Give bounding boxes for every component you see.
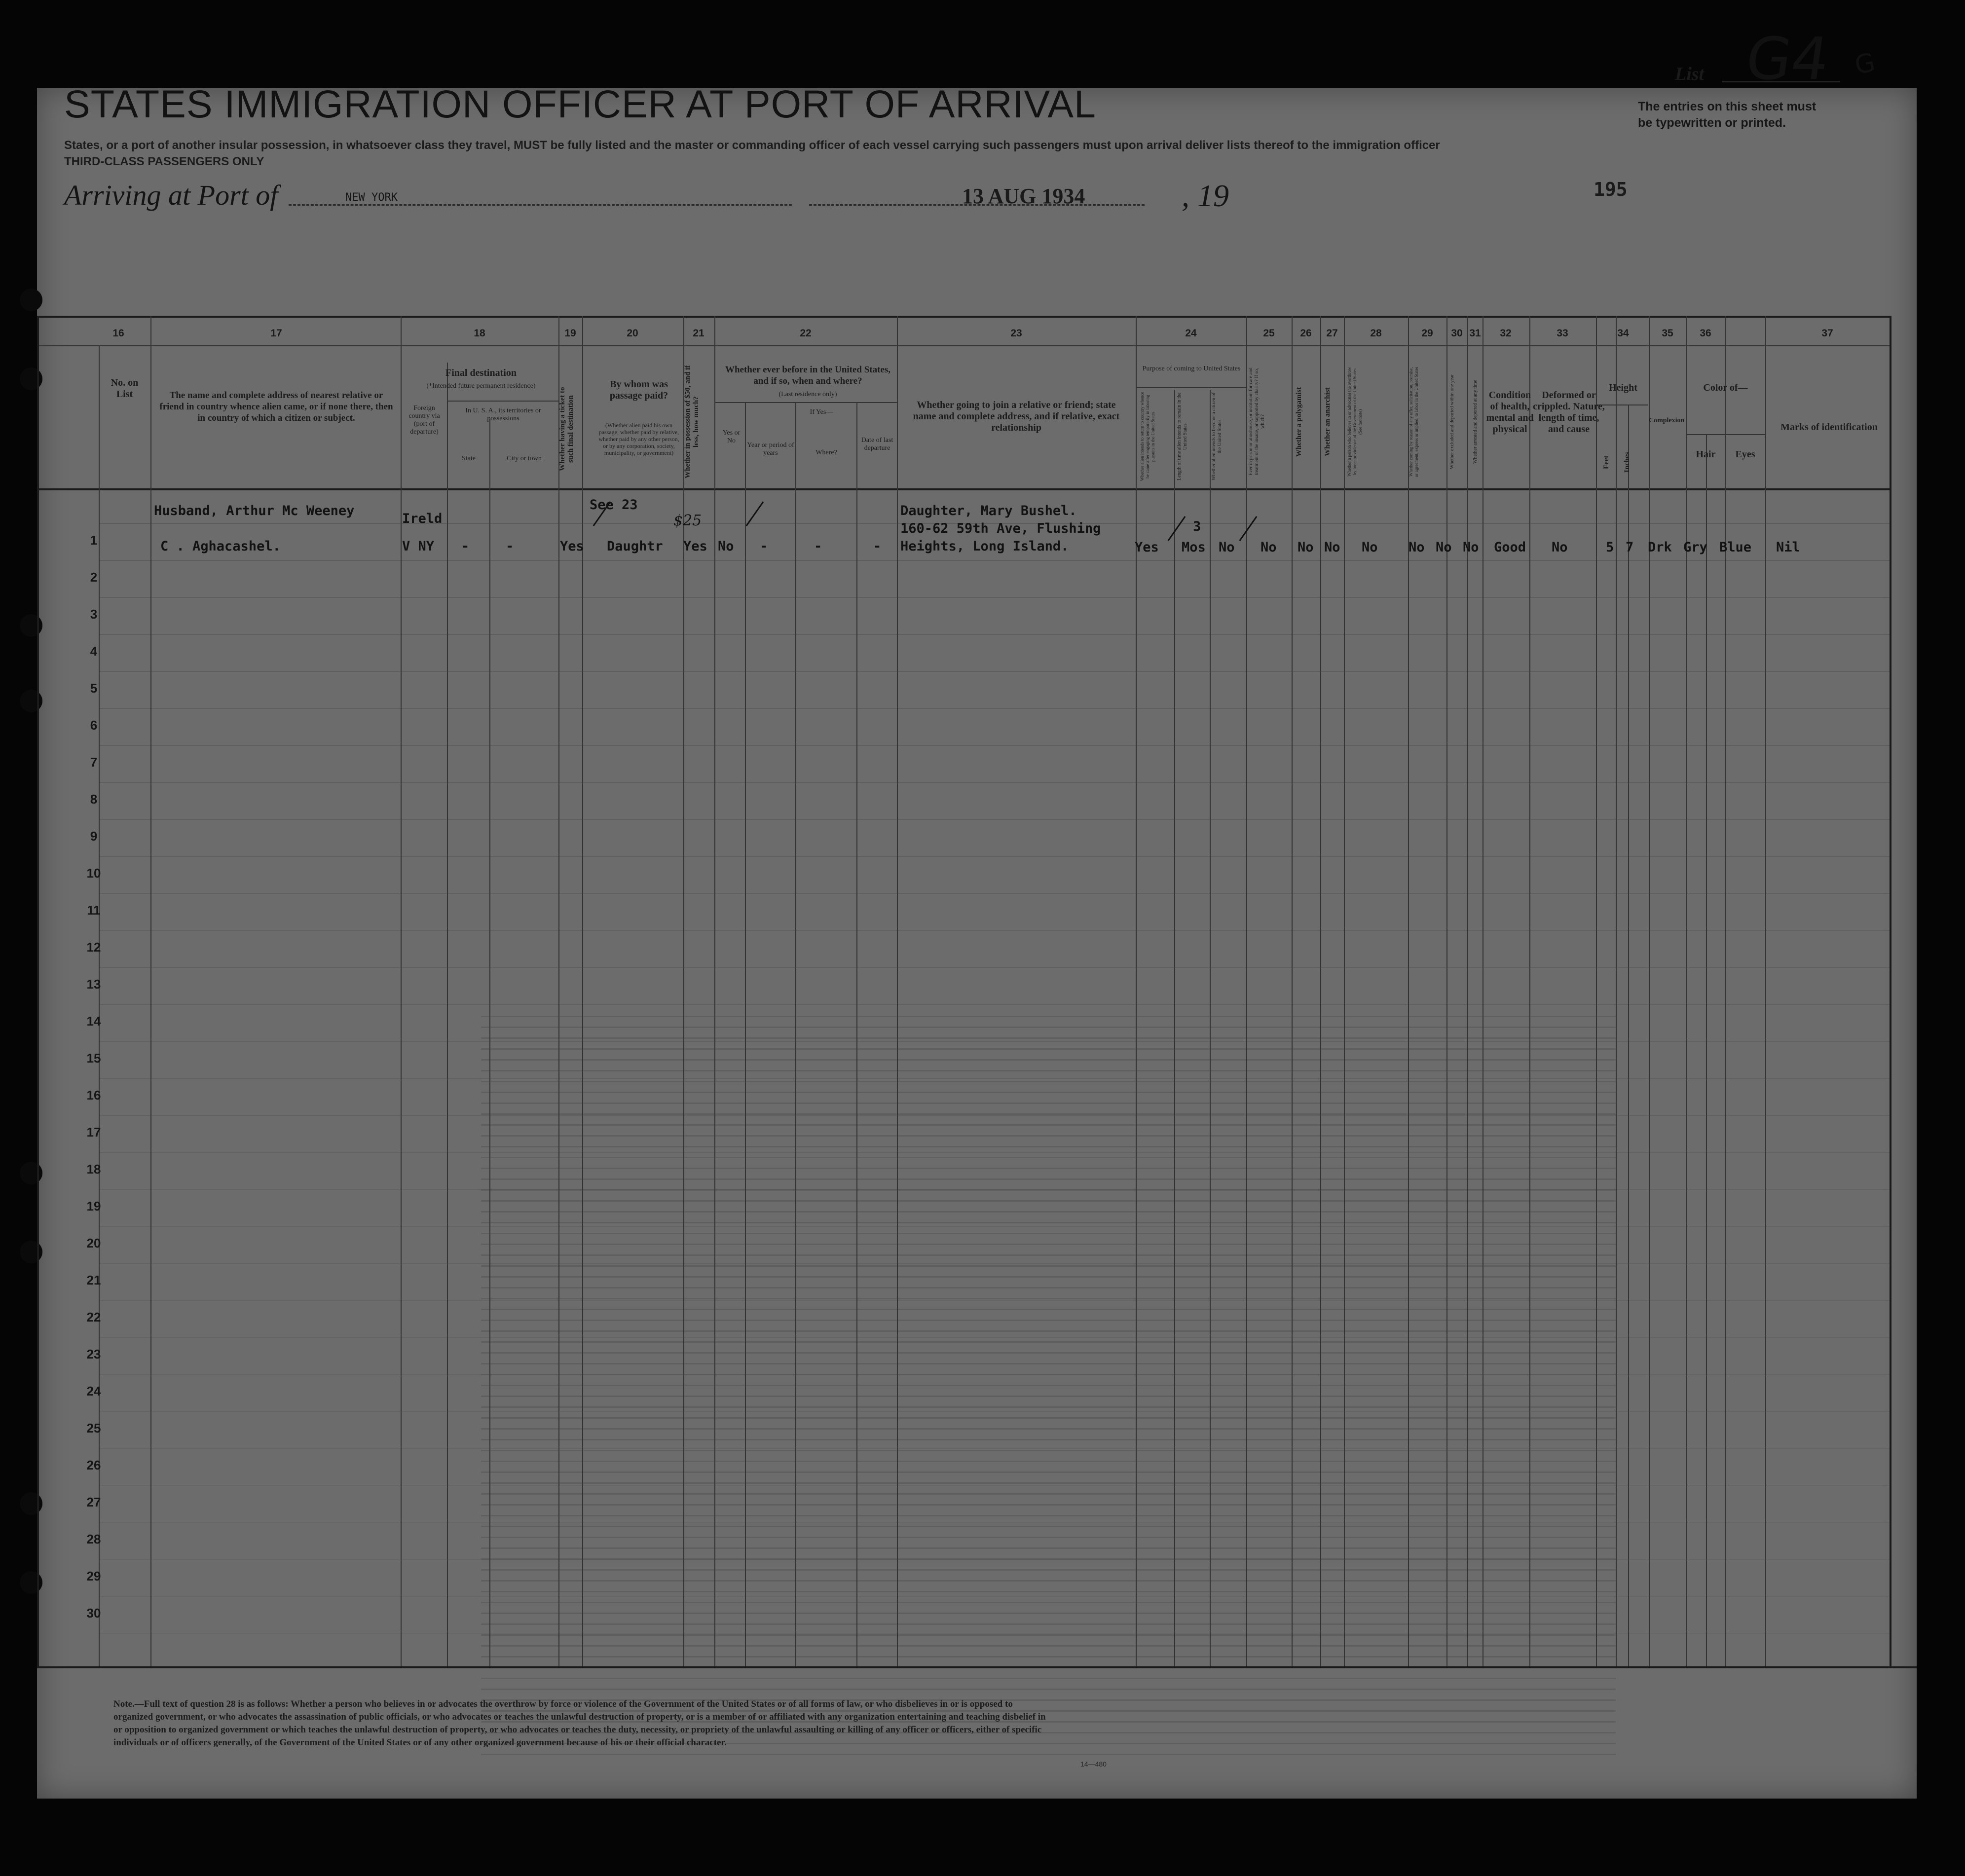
entry-complexion: Drk xyxy=(1648,540,1672,555)
row-number: 7 xyxy=(90,755,98,770)
manifest-sheet xyxy=(37,88,1917,1799)
header-purpose-return: Whether alien intends to return to country whence he came after engaging temporarily in laboring pursuits in the United States xyxy=(1140,392,1155,481)
entry-condition: Good xyxy=(1494,540,1526,555)
header-purpose: Purpose of coming to United States xyxy=(1142,365,1241,372)
row-number: 11 xyxy=(87,903,101,918)
row-number: 5 xyxy=(90,681,98,696)
header-hair: Hair xyxy=(1696,449,1716,460)
footnote: Note.—Full text of question 28 is as follows: Whether a person who believes in or advocates the overthrow by force or violence of the Government of the United States or of all forms of law, or who disbelieves in or is opposed to organized government, or who advocates the assassination of public officials, or who advocates or teaches the unlawful destruction of property, or is a member of or affiliated with any organization entertaining and teaching disbelief in or opposition to organized government or which teaches the unlawful destruction of property, or who advocates or teaches the duty, necessity, or propriety of the unlawful assaulting or killing of any officer or officers, either of specific individuals or of officers generally, of the Government of the United States or of any other organized government because of his or their official character. xyxy=(113,1699,1046,1748)
header-bottom-border xyxy=(37,488,1890,490)
column-number: 19 xyxy=(564,328,576,339)
column-divider xyxy=(1246,316,1247,1666)
header-date-departure: Date of last departure xyxy=(861,437,893,452)
entry-relative-address: C . Aghacashel. xyxy=(160,539,281,554)
punch-hole xyxy=(20,1492,42,1515)
year-label: , 19 xyxy=(1182,178,1229,213)
row-number: 9 xyxy=(90,829,98,844)
column-divider xyxy=(1529,316,1530,1666)
row-number: 13 xyxy=(86,977,101,992)
header-prison: Ever in prison or almshouse, or institution for care and treatment of the insane, or supported by charity? If so, which? xyxy=(1248,368,1265,476)
column-number: 37 xyxy=(1821,328,1833,339)
header-passage-paid-note: (Whether alien paid his own passage, whether paid by relative, whether paid by any other person, or by any corporation, society, municipality, or government) xyxy=(598,422,679,456)
column-divider xyxy=(1292,316,1293,1666)
header-marks: Marks of identification xyxy=(1780,422,1878,433)
row-number: 21 xyxy=(86,1273,101,1287)
row-number: 24 xyxy=(86,1384,101,1398)
header-deformed: Deformed or crippled. Nature, length of time, and cause xyxy=(1533,390,1605,435)
column-divider xyxy=(1628,405,1629,1666)
column-number: 34 xyxy=(1617,328,1629,339)
column-divider xyxy=(1765,316,1766,1666)
header-color-of: Color of— xyxy=(1703,382,1748,393)
column-number: 17 xyxy=(270,328,282,339)
row-number: 10 xyxy=(86,866,101,881)
typewritten-note xyxy=(1638,99,1816,131)
header-year-period: Year or period of years xyxy=(747,441,794,457)
column-divider xyxy=(856,402,857,1666)
entry-relative-name: Husband, Arthur Mc Weeney xyxy=(154,503,355,518)
entry-ever-before: No xyxy=(718,539,734,554)
entry-foreign-country: Ireld xyxy=(402,511,443,526)
header-complexion: Complexion xyxy=(1649,417,1685,424)
row-number: 27 xyxy=(86,1495,101,1509)
entry-passage-paid: Daughtr xyxy=(607,539,663,554)
note-line: The entries on this sheet must xyxy=(1638,100,1817,113)
form-number: 14—480 xyxy=(1080,1760,1107,1768)
column-number: 28 xyxy=(1370,328,1382,339)
column-number: 33 xyxy=(1557,328,1568,339)
row-number: 19 xyxy=(86,1199,101,1214)
column-divider xyxy=(1408,316,1409,1666)
punch-hole xyxy=(20,1162,42,1184)
column-divider xyxy=(1596,316,1597,1666)
header-ever-before: Whether ever before in the United States, and if so, when and where? xyxy=(725,365,891,386)
list-number-handwritten: G4 xyxy=(1742,25,1834,93)
column-number: 23 xyxy=(1010,328,1022,339)
column-divider xyxy=(1210,390,1211,1666)
row-number: 26 xyxy=(86,1458,101,1472)
column-divider xyxy=(447,363,448,1666)
column-divider xyxy=(37,316,39,1666)
port-label: Arriving at Port of xyxy=(64,179,278,211)
row-number: 1 xyxy=(90,533,98,548)
column-number: 27 xyxy=(1326,328,1338,339)
column-divider xyxy=(1320,316,1321,1666)
column-divider xyxy=(1649,316,1650,1666)
row-number: 17 xyxy=(86,1125,101,1140)
row-number: 12 xyxy=(86,940,101,955)
header-in-usa: In U. S. A., its territories or possessions xyxy=(465,407,541,422)
header-purpose-length: Length of time alien intends to remain in the United States xyxy=(1177,392,1188,481)
entry-foreign-country-via: V NY xyxy=(402,539,435,554)
entry-purpose-length-number: 3 xyxy=(1193,519,1201,534)
column-divider xyxy=(558,316,559,1666)
header-overthrow: Whether a person who believes in or advocates the overthrow by force or violence of the Government of the United States (See footnote) xyxy=(1347,367,1363,477)
header-nearest-relative: The name and complete address of nearest relative or friend in country whence alien came, or if none there, then in country of which a citizen or subject. xyxy=(159,390,393,423)
column-divider xyxy=(489,419,490,1666)
header-subrule xyxy=(1136,387,1246,388)
port-value: NEW YORK xyxy=(345,191,398,204)
bleed-through-text xyxy=(481,1015,1616,1755)
entry-city: - xyxy=(506,539,514,554)
column-divider xyxy=(1174,390,1175,1666)
column-divider xyxy=(1467,316,1468,1666)
header-ticket: Whether having a ticket to such final destination xyxy=(558,387,575,472)
column-divider xyxy=(897,316,898,1666)
header-money: Whether in possession of $50, and if less, how much? xyxy=(684,365,700,478)
entry-polygamist: No xyxy=(1298,540,1314,555)
column-divider xyxy=(582,316,583,1666)
header-polygamist: Whether a polygamist xyxy=(1295,387,1303,457)
header-height: Height xyxy=(1609,382,1637,393)
row-number: 30 xyxy=(86,1606,101,1620)
column-divider xyxy=(1725,316,1726,1666)
header-feet: Feet xyxy=(1602,455,1610,470)
punch-hole xyxy=(20,1571,42,1594)
header-subrule xyxy=(1686,434,1765,435)
row-number: 14 xyxy=(86,1014,101,1029)
entry-money-handwritten: $25 xyxy=(673,512,702,529)
entry-prison: No xyxy=(1261,540,1277,555)
entry-where: - xyxy=(814,539,822,554)
column-number: 36 xyxy=(1700,328,1711,339)
header-passage-paid: By whom was passage paid? xyxy=(609,379,668,401)
header-purpose-citizen: Whether alien intends to become a citizen of the United States xyxy=(1211,392,1223,481)
column-number: 16 xyxy=(112,328,124,339)
column-divider xyxy=(1706,434,1707,1666)
header-subrule xyxy=(714,402,897,403)
header-condition: Condition of health, mental and physical xyxy=(1486,390,1534,435)
column-number: 35 xyxy=(1662,328,1673,339)
row-number: 8 xyxy=(90,792,98,807)
entry-state: - xyxy=(461,539,470,554)
header-ever-before-note: (Last residence only) xyxy=(779,391,837,398)
column-number: 26 xyxy=(1300,328,1312,339)
column-divider xyxy=(795,402,796,1666)
column-number: 30 xyxy=(1451,328,1463,339)
entry-join-address-2: Heights, Long Island. xyxy=(900,539,1069,554)
entry-purpose-return: Yes xyxy=(1135,540,1159,555)
row-number: 3 xyxy=(90,607,98,622)
row-number: 28 xyxy=(86,1532,101,1546)
punch-hole xyxy=(20,614,42,637)
column-divider xyxy=(1344,316,1345,1666)
column-divider xyxy=(1890,316,1891,1666)
column-divider xyxy=(150,316,151,1666)
entry-height-inches: 7 xyxy=(1626,540,1634,555)
punch-hole xyxy=(20,368,42,390)
entry-marks: Nil xyxy=(1776,540,1800,555)
punch-hole xyxy=(20,1241,42,1263)
port-line xyxy=(289,204,792,206)
header-eyes: Eyes xyxy=(1735,449,1755,460)
entry-excluded: No xyxy=(1436,540,1452,555)
instructions-class-line: THIRD-CLASS PASSENGERS ONLY xyxy=(64,155,264,168)
list-label: List xyxy=(1675,64,1705,84)
header-foreign-country: Foreign country via (port of departure) xyxy=(408,405,440,436)
header-excluded: Whether excluded and deported within one year xyxy=(1449,374,1455,470)
punch-hole xyxy=(20,690,42,712)
entry-passage-note: See 23 xyxy=(590,497,638,513)
row-number: 6 xyxy=(90,718,98,733)
header-city: City or town xyxy=(507,455,542,462)
row-number: 16 xyxy=(86,1088,101,1103)
header-subrule xyxy=(447,401,558,402)
header-yes-no: Yes or No xyxy=(722,429,741,444)
column-number-row-border xyxy=(37,345,1890,346)
entry-year-period: - xyxy=(760,539,768,554)
entry-height-feet: 5 xyxy=(1606,540,1614,555)
row-number: 23 xyxy=(86,1347,101,1361)
header-arrested: Whether arrested and deported at any time xyxy=(1473,380,1478,464)
entry-deformed: No xyxy=(1552,540,1568,555)
entry-purpose-length: Mos xyxy=(1182,540,1206,555)
table-top-border xyxy=(37,316,1890,318)
column-number: 22 xyxy=(800,328,812,339)
entry-anarchist: No xyxy=(1324,540,1340,555)
column-number: 29 xyxy=(1421,328,1433,339)
column-number: 18 xyxy=(474,328,485,339)
row-number: 29 xyxy=(86,1569,101,1583)
column-number: 31 xyxy=(1469,328,1481,339)
header-no-on-list: No. on List xyxy=(111,377,139,400)
header-state: State xyxy=(462,455,476,462)
entry-purpose-citizen: No xyxy=(1219,540,1235,555)
page-number: 195 xyxy=(1594,179,1628,200)
arrival-date-stamp: 13 AUG 1934 xyxy=(962,184,1085,208)
row-number: 18 xyxy=(86,1162,101,1177)
note-line: be typewritten or printed. xyxy=(1638,116,1786,130)
column-divider xyxy=(1686,316,1687,1666)
entry-overthrow: No xyxy=(1362,540,1378,555)
entry-ticket: Yes xyxy=(560,539,584,554)
entry-money: Yes xyxy=(683,539,707,554)
column-divider xyxy=(1136,316,1137,1666)
header-final-destination: Final destination xyxy=(445,368,517,378)
row-number: 25 xyxy=(86,1421,101,1435)
row-number: 15 xyxy=(86,1051,101,1066)
instructions-line: States, or a port of another insular possession, in whatsoever class they travel, MUST be fully listed and the master or commanding officer of each vessel carrying such passengers must upon arrival deliver lists thereof to the immigration officer xyxy=(64,139,1440,152)
row-number: 20 xyxy=(86,1236,101,1251)
punch-hole xyxy=(20,289,42,311)
row-number: 4 xyxy=(90,644,98,659)
entry-offer: No xyxy=(1409,540,1425,555)
row-number: 2 xyxy=(90,570,98,585)
entry-join-name: Daughter, Mary Bushel. xyxy=(900,503,1077,518)
header-inches: Inches xyxy=(1623,452,1631,473)
column-divider xyxy=(745,402,746,1666)
column-divider xyxy=(1616,316,1617,1666)
header-anarchist: Whether an anarchist xyxy=(1324,387,1332,456)
header-where: Where? xyxy=(816,449,837,456)
header-join-relative: Whether going to join a relative or friend; state name and complete address, and if relative, exact relationship xyxy=(913,400,1120,433)
column-divider xyxy=(714,316,715,1666)
column-divider xyxy=(401,316,402,1666)
column-divider xyxy=(1446,316,1447,1666)
entry-arrested: No xyxy=(1463,540,1479,555)
form-instructions xyxy=(64,137,1440,170)
table-bottom-border xyxy=(37,1666,1917,1668)
entry-eyes: Blue xyxy=(1719,540,1752,555)
column-number: 24 xyxy=(1185,328,1197,339)
list-mark-handwritten: G xyxy=(1852,47,1878,81)
form-title: STATES IMMIGRATION OFFICER AT PORT OF ARRIVAL xyxy=(64,82,1096,126)
column-number: 25 xyxy=(1263,328,1275,339)
column-number: 20 xyxy=(627,328,638,339)
entry-hair: Gry xyxy=(1683,540,1707,555)
column-number: 21 xyxy=(693,328,704,339)
entry-join-address: 160-62 59th Ave, Flushing xyxy=(900,521,1101,536)
header-offer: Whether coming by reason of any offer, solicitation, promise, or agreement, express or implied, to labor in the United States xyxy=(1409,367,1419,477)
header-final-destination-note: (*Intended future permanent residence) xyxy=(426,382,536,390)
header-if-yes: If Yes— xyxy=(810,408,833,416)
entry-date-departure: - xyxy=(873,539,882,554)
row-number: 22 xyxy=(86,1310,101,1324)
column-number: 32 xyxy=(1500,328,1512,339)
